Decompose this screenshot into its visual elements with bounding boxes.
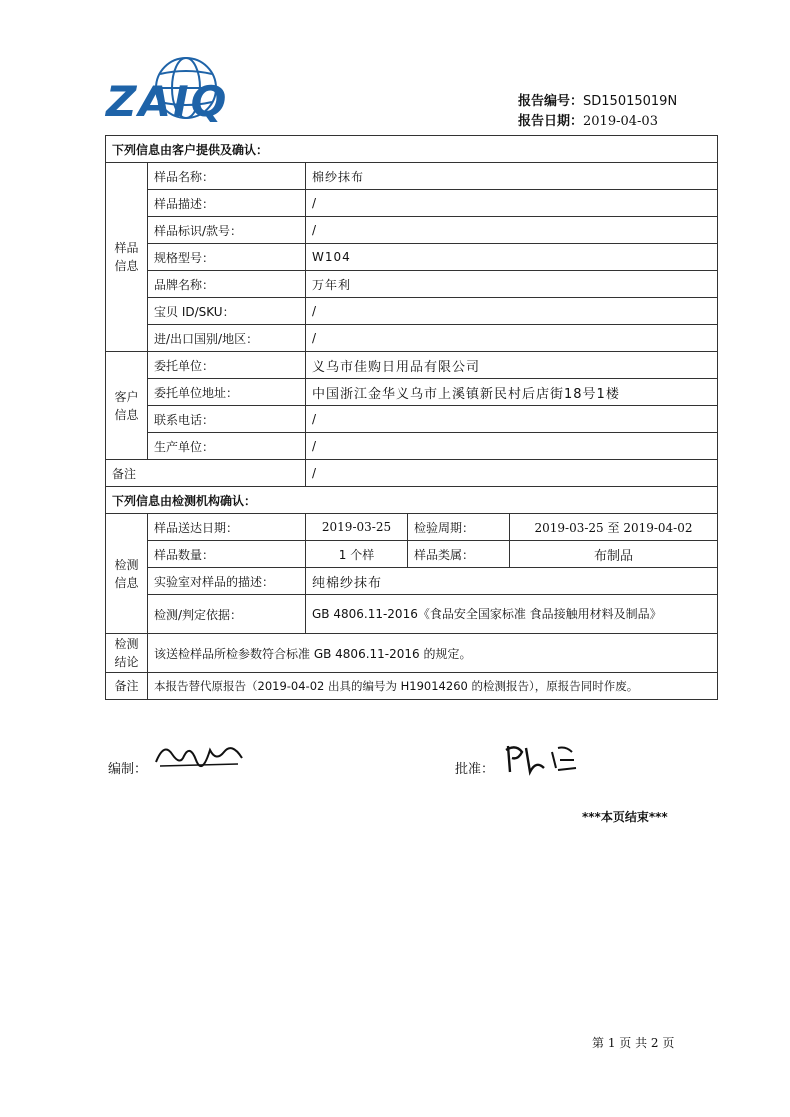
page-number: 第 1 页 共 2 页 (592, 1036, 675, 1050)
section1-title: 下列信息由客户提供及确认： (106, 136, 718, 163)
table-row (106, 514, 718, 541)
test-period-label: 检验周期： (408, 514, 510, 541)
client-row-label: 委托单位地址： (148, 379, 306, 406)
sample-row-label: 规格型号： (148, 244, 306, 271)
conclusion-value: 该送检样品所检参数符合标准 GB 4806.11-2016 的规定。 (148, 634, 718, 673)
sample-category-label: 样品类属： (408, 541, 510, 568)
client-info-group-label: 客户信息 (106, 352, 148, 460)
sample-row-value: / (306, 298, 718, 325)
table-row (106, 352, 718, 379)
table-row (106, 673, 718, 700)
table-row (106, 460, 718, 487)
sample-row-label: 样品标识/款号： (148, 217, 306, 244)
sample-category-value: 布制品 (510, 541, 718, 568)
compiled-by-label: 编制： (108, 762, 148, 777)
sample-row-value: / (306, 217, 718, 244)
sample-info-group-label: 样品信息 (106, 163, 148, 352)
arrival-date-value: 2019-03-25 (306, 514, 408, 541)
table-row (106, 217, 718, 244)
test-info-group-label: 检测信息 (106, 514, 148, 634)
client-row-label: 联系电话： (148, 406, 306, 433)
page-end-mark: ***本页结束*** (582, 810, 668, 824)
table-row (106, 271, 718, 298)
sample-qty-label: 样品数量： (148, 541, 306, 568)
table-row (106, 433, 718, 460)
client-row-value: / (306, 406, 718, 433)
conclusion-group-label: 检测结论 (106, 634, 148, 673)
client-row-value: / (306, 433, 718, 460)
sample-row-label: 样品描述： (148, 190, 306, 217)
table-row (106, 634, 718, 673)
sample-row-label: 进/出口国别/地区： (148, 325, 306, 352)
section2-header-row (106, 487, 718, 514)
sample-row-value: / (306, 190, 718, 217)
sample-row-value: 棉纱抹布 (306, 163, 718, 190)
final-remark-value: 本报告替代原报告（2019-04-02 出具的编号为 H19014260 的检测报告），原报告同时作废。 (148, 673, 718, 700)
table-row (106, 325, 718, 352)
client-row-label: 生产单位： (148, 433, 306, 460)
lab-description-value: 纯棉纱抹布 (306, 568, 718, 595)
client-row-value: 义乌市佳购日用品有限公司 (306, 352, 718, 379)
table-row (106, 406, 718, 433)
report-table (105, 135, 718, 700)
test-period-value: 2019-03-25 至 2019-04-02 (510, 514, 718, 541)
sample-row-label: 品牌名称： (148, 271, 306, 298)
test-basis-label: 检测/判定依据： (148, 595, 306, 634)
table-row (106, 298, 718, 325)
compiler-signature-icon (150, 736, 246, 776)
sample-row-label: 样品名称： (148, 163, 306, 190)
table-row (106, 244, 718, 271)
company-logo (106, 52, 246, 132)
sample-row-value: 万年利 (306, 271, 718, 298)
table-row (106, 379, 718, 406)
sample-row-label: 宝贝 ID/SKU： (148, 298, 306, 325)
lab-description-label: 实验室对样品的描述： (148, 568, 306, 595)
report-date-label: 报告日期： (518, 114, 584, 129)
final-remark-label: 备注 (106, 673, 148, 700)
test-basis-value: GB 4806.11-2016《食品安全国家标准 食品接触用材料及制品》 (306, 595, 718, 634)
report-meta (518, 92, 677, 132)
client-row-value: 中国浙江金华义乌市上溪镇新民村后店街18号1楼 (306, 379, 718, 406)
table-row (106, 163, 718, 190)
arrival-date-label: 样品送达日期： (148, 514, 306, 541)
report-date: 2019-04-03 (583, 114, 658, 129)
approver-signature-icon (500, 738, 580, 780)
remark-label: 备注 (106, 460, 306, 487)
report-number: SD15015019N (583, 94, 678, 109)
table-row (106, 595, 718, 634)
sample-row-value: W104 (306, 244, 718, 271)
table-row (106, 568, 718, 595)
client-row-label: 委托单位： (148, 352, 306, 379)
section2-title: 下列信息由检测机构确认： (106, 487, 718, 514)
sample-row-value: / (306, 325, 718, 352)
section1-header-row (106, 136, 718, 163)
sample-qty-value: 1 个样 (306, 541, 408, 568)
approved-by-label: 批准： (455, 762, 495, 777)
remark-value: / (306, 460, 718, 487)
table-row (106, 190, 718, 217)
table-row (106, 541, 718, 568)
report-number-label: 报告编号： (518, 94, 584, 109)
logo-text: ZAIQ (106, 77, 229, 126)
